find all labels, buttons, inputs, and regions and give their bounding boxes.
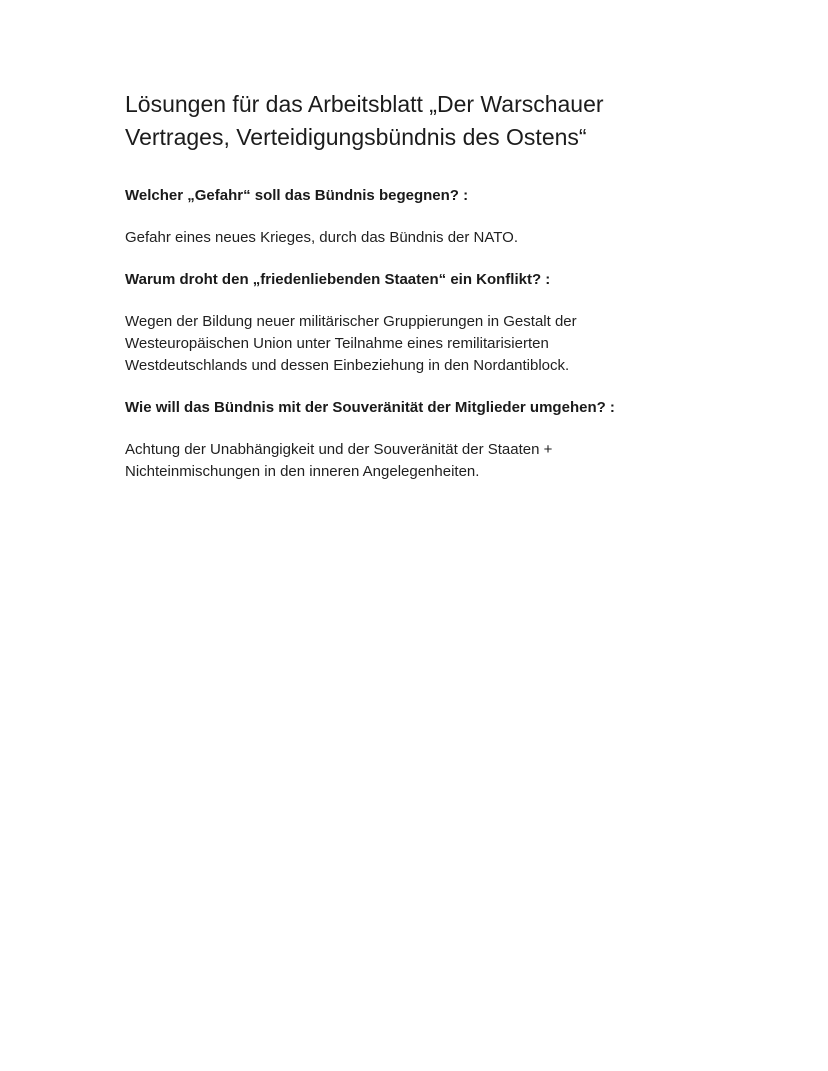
answer-2-line-1: Wegen der Bildung neuer militärischer Gruppierungen in Gestalt der bbox=[125, 313, 577, 330]
question-1: Welcher „Gefahr“ soll das Bündnis begegnen? : bbox=[125, 187, 469, 204]
answer-1-line-1: Gefahr eines neues Krieges, durch das Bündnis der NATO. bbox=[125, 229, 518, 246]
answer-2-line-3: Westdeutschlands und dessen Einbeziehung in den Nordantiblock. bbox=[125, 357, 570, 374]
answer-3-line-1: Achtung der Unabhängigkeit und der Souveränität der Staaten + bbox=[125, 441, 553, 458]
answer-1 bbox=[125, 227, 765, 249]
answer-2-line-2: Westeuropäischen Union unter Teilnahme eines remilitarisierten bbox=[125, 335, 549, 352]
document-page bbox=[125, 88, 765, 483]
title-line-1: Lösungen für das Arbeitsblatt „Der Warschauer bbox=[125, 91, 604, 117]
answer-2 bbox=[125, 311, 765, 377]
title-line-2: Vertrages, Verteidigungsbündnis des Ostens“ bbox=[125, 124, 587, 150]
answer-3-line-2: Nichteinmischungen in den inneren Angelegenheiten. bbox=[125, 463, 480, 480]
document-title bbox=[125, 88, 765, 154]
question-2: Warum droht den „friedenliebenden Staaten“ ein Konflikt? : bbox=[125, 271, 551, 288]
answer-3 bbox=[125, 439, 765, 483]
question-3: Wie will das Bündnis mit der Souveränität der Mitglieder umgehen? : bbox=[125, 399, 615, 416]
